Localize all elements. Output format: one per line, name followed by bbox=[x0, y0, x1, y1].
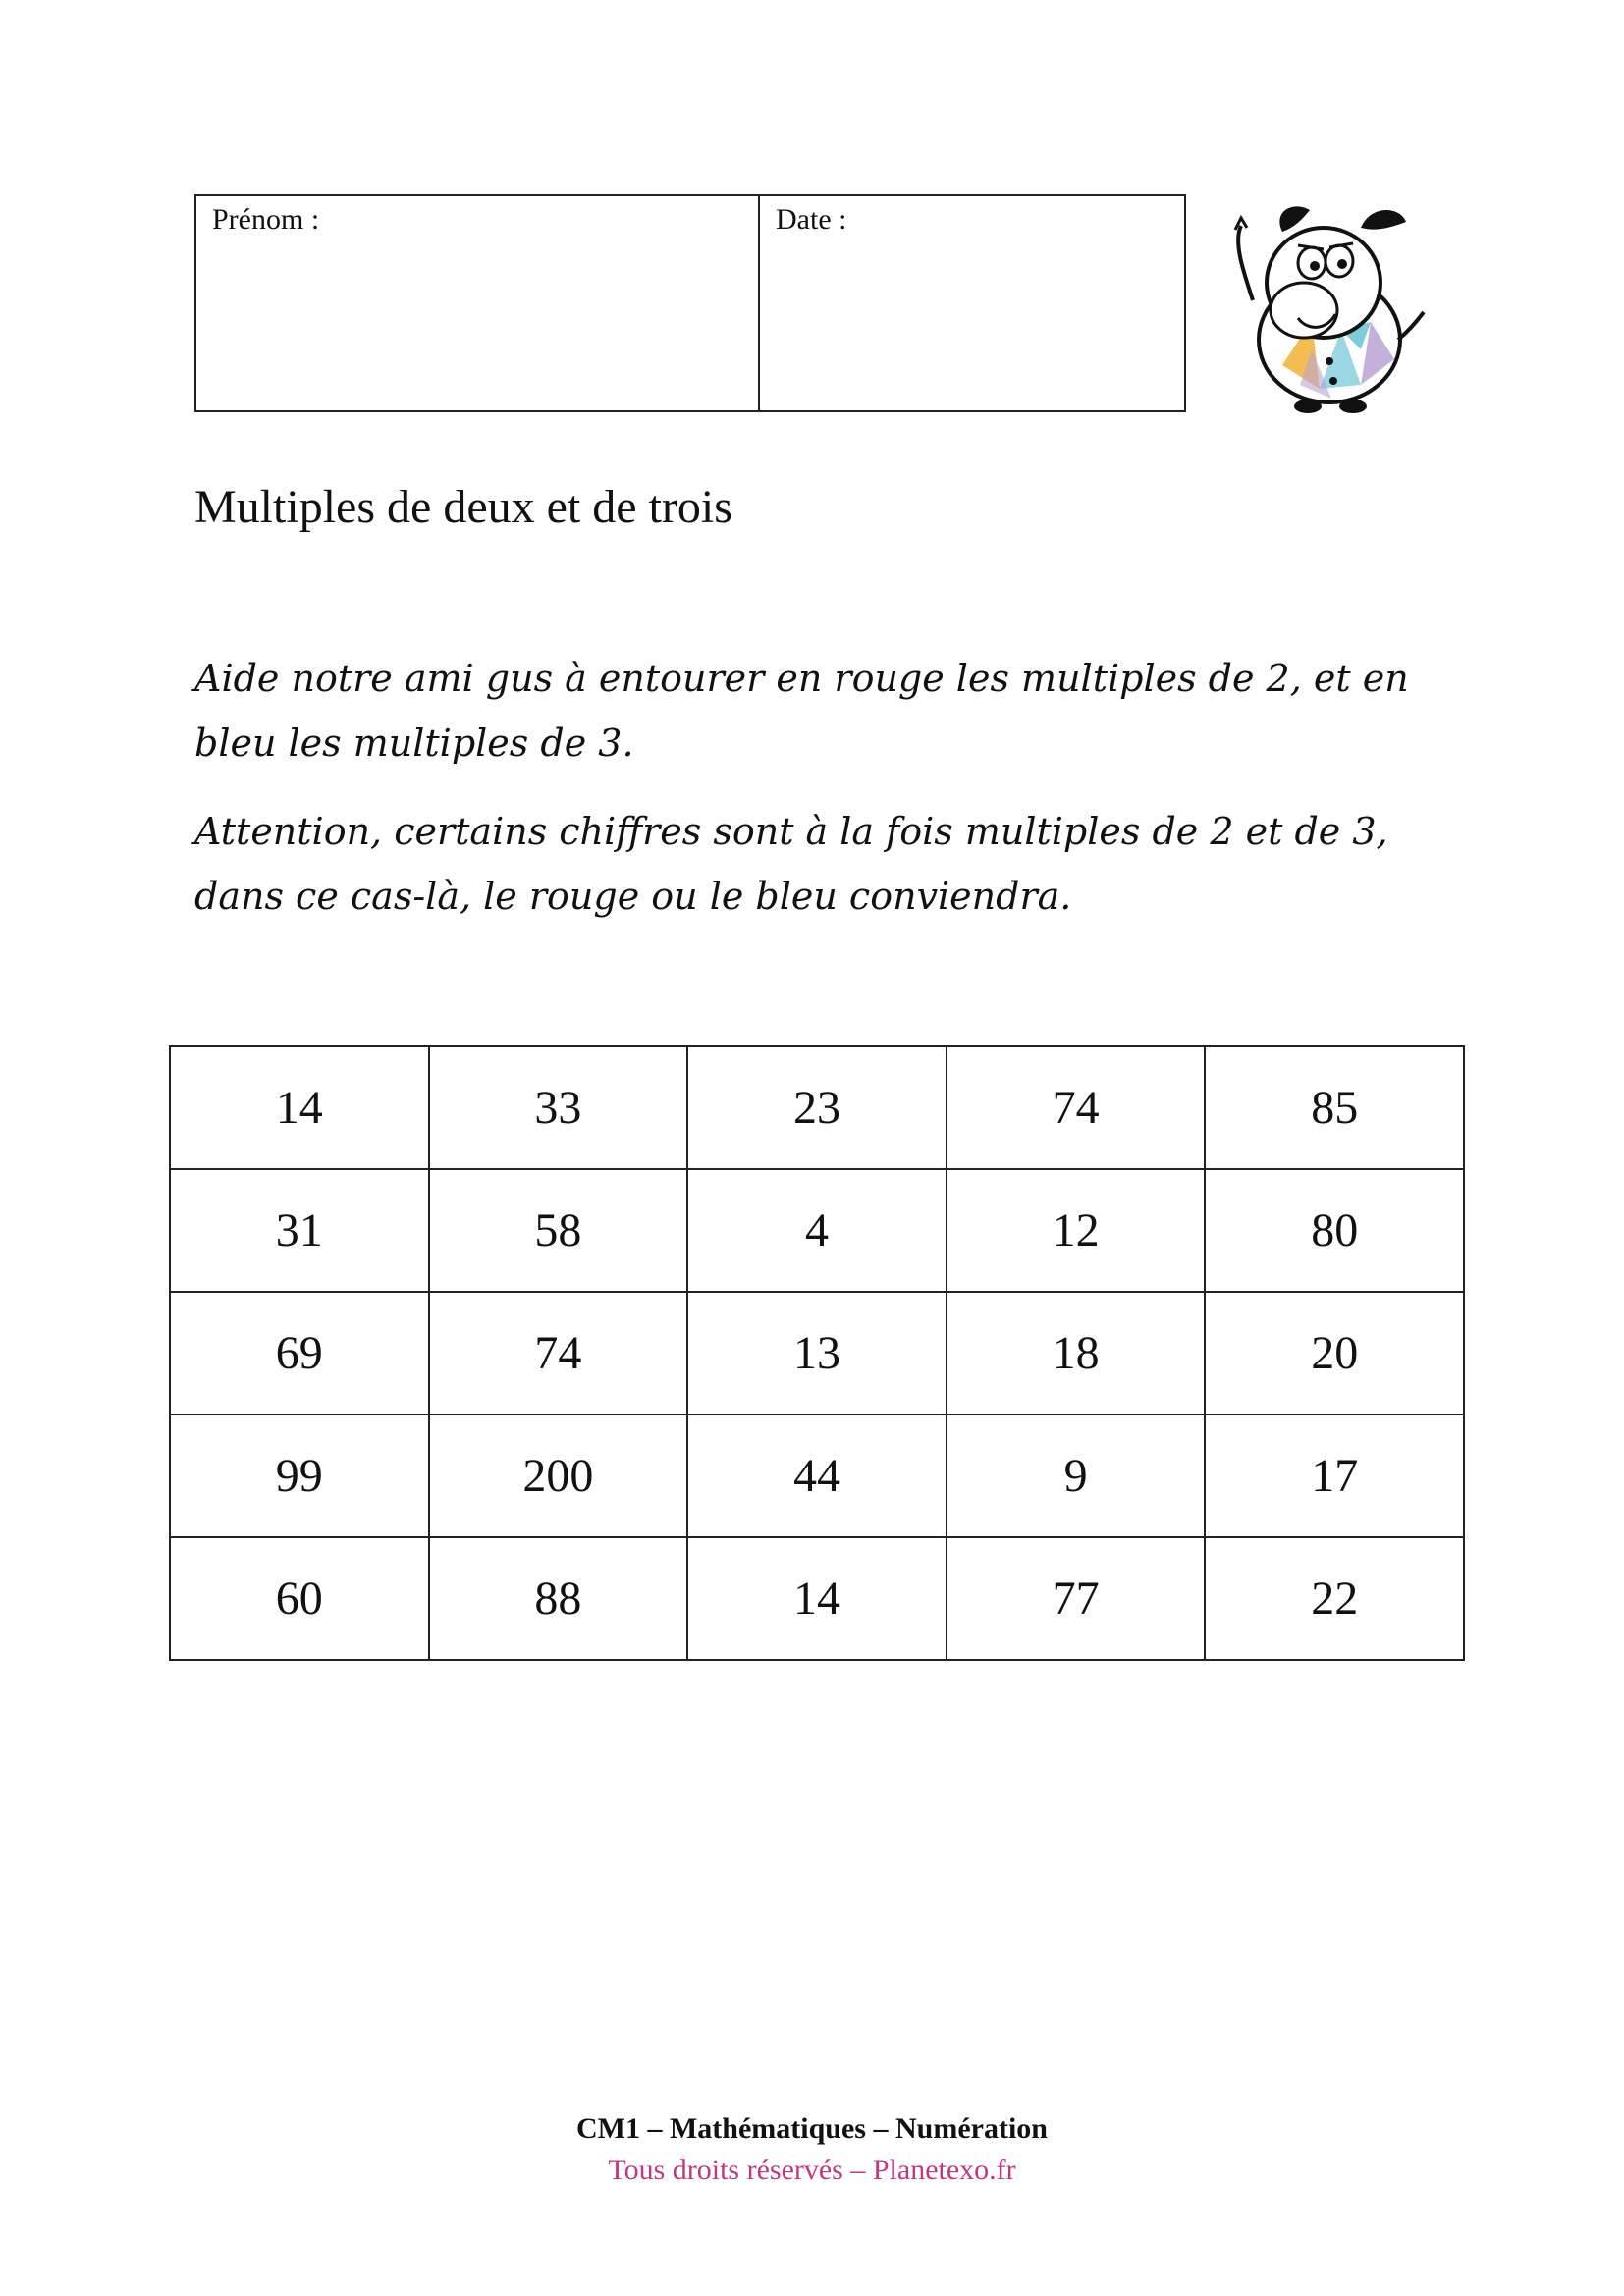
instruction-paragraph: Aide notre ami gus à entourer en rouge les multiples de 2, et en bleu les multiples de 3. bbox=[194, 657, 1409, 765]
grid-cell[interactable]: 85 bbox=[1205, 1046, 1464, 1169]
grid-cell[interactable]: 23 bbox=[687, 1046, 947, 1169]
grid-cell[interactable]: 12 bbox=[947, 1169, 1206, 1292]
grid-cell[interactable]: 31 bbox=[170, 1169, 429, 1292]
grid-cell[interactable]: 69 bbox=[170, 1292, 429, 1415]
table-row bbox=[170, 1292, 1464, 1415]
table-row bbox=[170, 1169, 1464, 1292]
grid-cell[interactable]: 9 bbox=[947, 1415, 1206, 1537]
grid-cell[interactable]: 13 bbox=[687, 1292, 947, 1415]
grid-cell[interactable]: 58 bbox=[429, 1169, 688, 1292]
instruction-paragraph: Attention, certains chiffres sont à la fois multiples de 2 et de 3, dans ce cas-là, le rouge ou le bleu conviendra. bbox=[194, 810, 1388, 918]
footer-copyright: Tous droits réservés – Planetexo.fr bbox=[608, 2154, 1016, 2186]
date-field[interactable] bbox=[760, 196, 1184, 410]
grid-cell[interactable]: 14 bbox=[687, 1537, 947, 1660]
firstname-field[interactable] bbox=[196, 196, 760, 410]
grid-cell[interactable]: 17 bbox=[1205, 1415, 1464, 1537]
grid-cell[interactable]: 22 bbox=[1205, 1537, 1464, 1660]
page-title: Multiples de deux et de trois bbox=[194, 481, 732, 533]
grid-cell[interactable]: 20 bbox=[1205, 1292, 1464, 1415]
table-row bbox=[170, 1537, 1464, 1660]
grid-cell[interactable]: 18 bbox=[947, 1292, 1206, 1415]
table-row bbox=[170, 1415, 1464, 1537]
grid-cell[interactable]: 74 bbox=[947, 1046, 1206, 1169]
grid-cell[interactable]: 88 bbox=[429, 1537, 688, 1660]
number-grid bbox=[169, 1045, 1465, 1661]
grid-cell[interactable]: 44 bbox=[687, 1415, 947, 1537]
date-label: Date : bbox=[776, 203, 847, 236]
grid-cell[interactable]: 99 bbox=[170, 1415, 429, 1537]
student-info-box bbox=[194, 194, 1186, 412]
grid-cell[interactable]: 14 bbox=[170, 1046, 429, 1169]
table-row bbox=[170, 1046, 1464, 1169]
grid-cell[interactable]: 200 bbox=[429, 1415, 688, 1537]
firstname-label: Prénom : bbox=[212, 203, 320, 236]
grid-cell[interactable]: 74 bbox=[429, 1292, 688, 1415]
grid-cell[interactable]: 4 bbox=[687, 1169, 947, 1292]
grid-cell[interactable]: 60 bbox=[170, 1537, 429, 1660]
grid-cell[interactable]: 80 bbox=[1205, 1169, 1464, 1292]
sheep-mascot-icon bbox=[1214, 192, 1439, 420]
grid-cell[interactable]: 33 bbox=[429, 1046, 688, 1169]
footer-course: CM1 – Mathématiques – Numération bbox=[576, 2112, 1048, 2145]
grid-cell[interactable]: 77 bbox=[947, 1537, 1206, 1660]
